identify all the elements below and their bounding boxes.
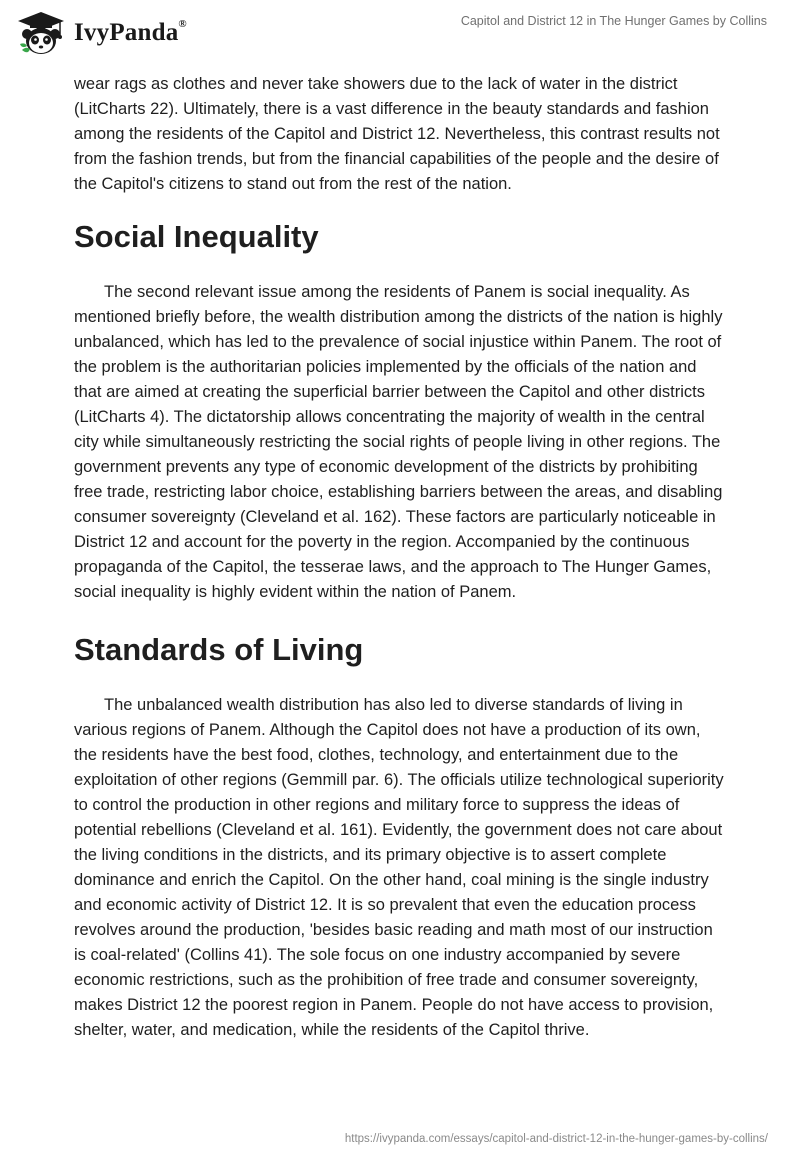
page-header bbox=[0, 0, 800, 66]
paragraph-standards-of-living: The unbalanced wealth distribution has also led to diverse standards of living in various regions of Panem. Although the Capitol does not have a production of its own, the residents have the best food, clothes, technology, and entertainment due to the exploitation of other regions (Gemmill par. 6). The officials utilize technological superiority to control the production in other regions and military force to suppress the ideas of potential rebellions (Cleveland et al. 161). Evidently, the government does not care about the living conditions in the districts, and its primary objective is to assert complete dominance and enrich the Capitol. On the other hand, coal mining is the single industry and economic activity of District 12. It is so prevalent that even the education process revolves around the production, 'besides basic reading and math most of our instruction is coal-related' (Collins 41). The sole focus on one industry accompanied by severe economic restrictions, such as the prohibition of free trade and consumer sovereignty, makes District 12 the poorest region in Panem. People do not have access to provision, shelter, water, and medication, while the residents of the Capitol thrive. bbox=[74, 696, 724, 1039]
brand-logo[interactable] bbox=[16, 10, 187, 56]
essay-content bbox=[74, 72, 726, 1043]
heading-standards-of-living: Standards of Living bbox=[74, 632, 364, 667]
paragraph-social-inequality: The second relevant issue among the residents of Panem is social inequality. As mentioned briefly before, the wealth distribution among the districts of the nation is highly unbalanced, which has led to the prevalence of social injustice within Panem. The root of the problem is the authoritarian policies implemented by the officials of the nation and that are aimed at creating the superficial barrier between the Capitol and other districts (LitCharts 4). The dictatorship allows concentrating the majority of wealth in the central city while simultaneously restricting the social rights of people living in other regions. The government prevents any type of economic development of the districts by prohibiting free trade, restricting labor choice, establishing barriers between the areas, and disabling consumer sovereignty (Cleveland et al. 162). These factors are particularly noticeable in District 12 and account for the poverty in the region. Accompanied by the continuous propaganda of the Capitol, the tesserae laws, and the approach to The Hunger Games, social inequality is highly evident within the nation of Panem. bbox=[74, 283, 723, 601]
source-url[interactable]: https://ivypanda.com/essays/capitol-and-district-12-in-the-hunger-games-by-collins/ bbox=[344, 1133, 768, 1145]
heading-social-inequality: Social Inequality bbox=[74, 219, 319, 254]
registered-mark: ® bbox=[178, 17, 187, 30]
document-title: Capitol and District 12 in The Hunger Games by Collins bbox=[460, 14, 767, 28]
brand-name: IvyPanda® bbox=[74, 17, 187, 46]
panda-graduation-cap-icon bbox=[16, 10, 66, 56]
intro-paragraph: wear rags as clothes and never take showers due to the lack of water in the district (LitCharts 22). Ultimately, there is a vast difference in the beauty standards and fashion among the residents of the Capitol and District 12. Nevertheless, this contrast results not from the fashion trends, but from the financial capabilities of the people and the desire of the Capitol's citizens to stand out from the rest of the nation. bbox=[74, 75, 720, 193]
